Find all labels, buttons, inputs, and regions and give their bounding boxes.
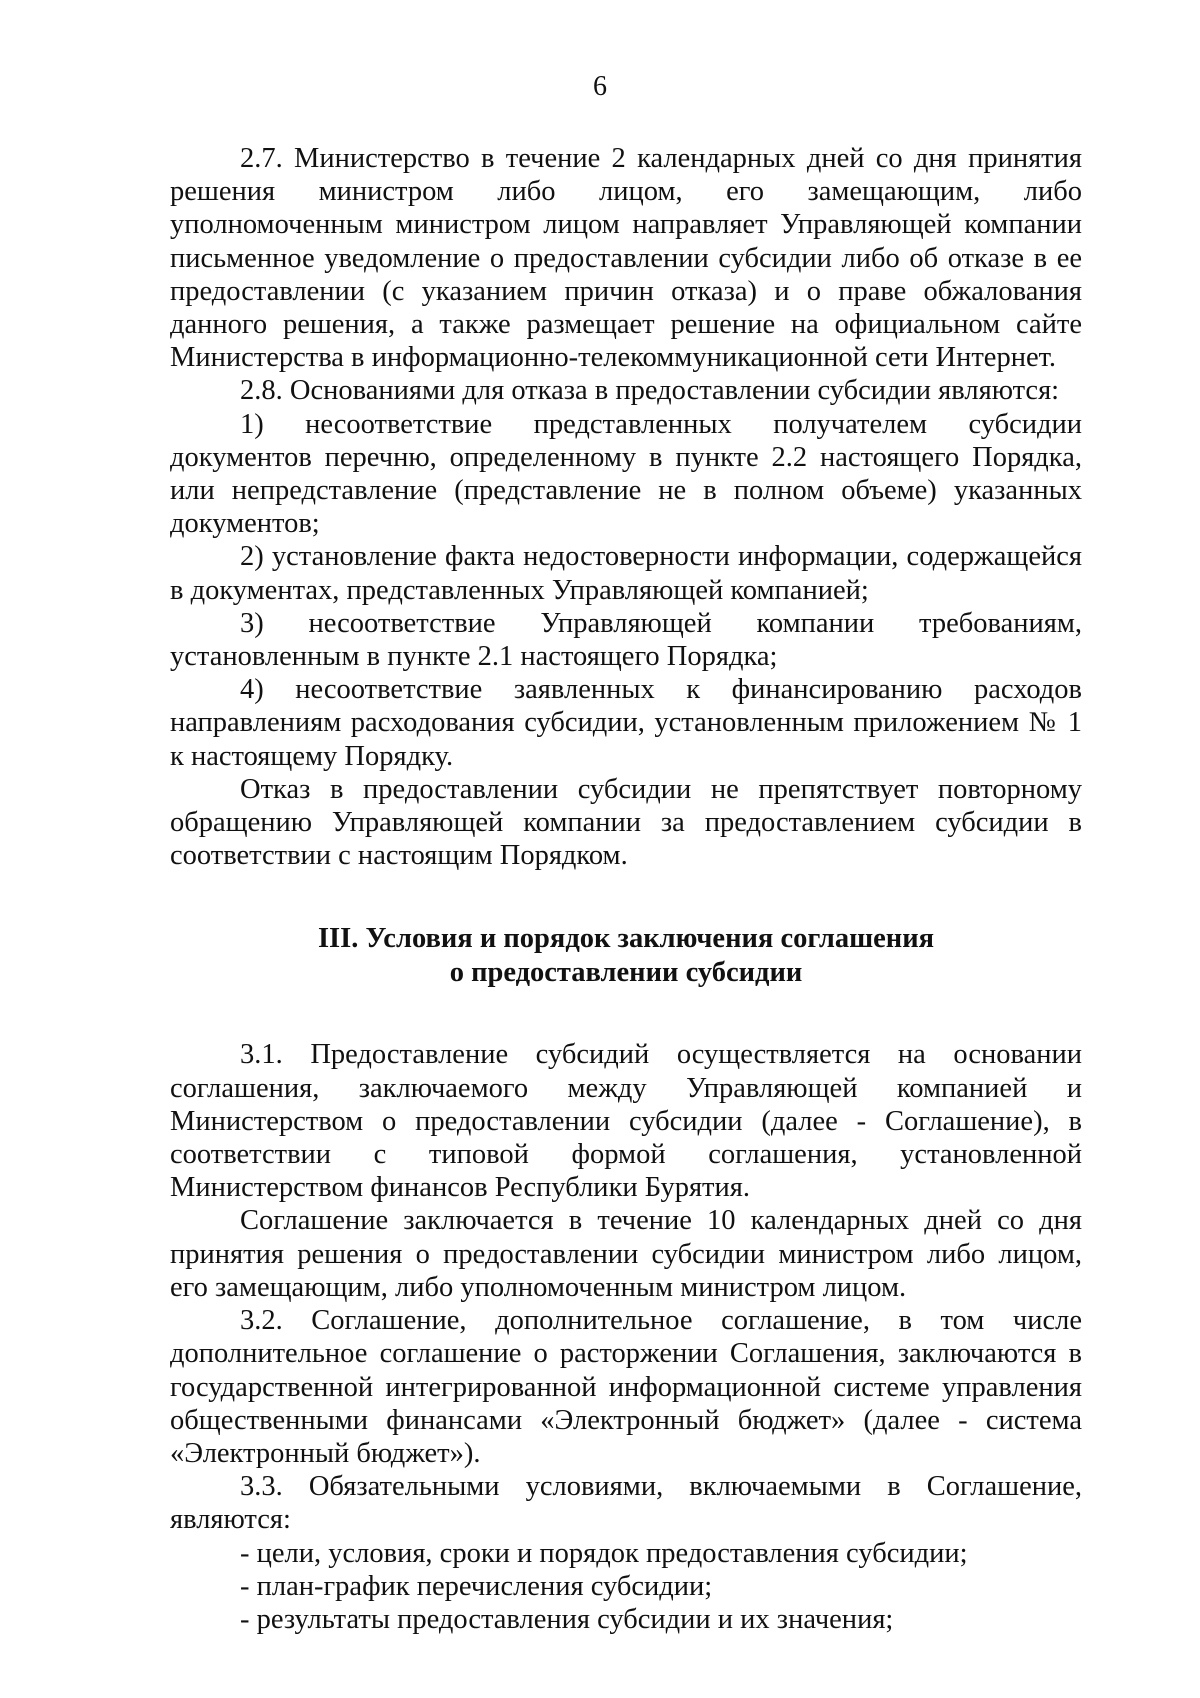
paragraph-2-7: 2.7. Министерство в течение 2 календарных дней со дня принятия решения министром либо лицом, его замещающим, либо уполномоченным министром лицом направляет Управляющей компании письменное уведомление о предоставлении субсидии либо об отказе в ее предоставлении (с указанием причин отказа) и о праве обжалования данного решения, а также размещает решение на официальном сайте Министерства в информационно-телекоммуникационной сети Интернет. [170, 143, 1082, 374]
refusal-ground-1: 1) несоответствие представленных получателем субсидии документов перечню, определенному в пункте 2.2 настоящего Порядка, или непредставление (представление не в полном объеме) указанных документов; [170, 408, 1082, 540]
section-3-heading [170, 922, 1082, 990]
paragraph-agreement-term: Соглашение заключается в течение 10 календарных дней со дня принятия решения о предоставлении субсидии министром либо лицом, его замещающим, либо уполномоченным министром лицом. [170, 1205, 1082, 1303]
paragraph-refusal: Отказ в предоставлении субсидии не препятствует повторному обращению Управляющей компании за предоставлением субсидии в соответствии с настоящим Порядком. [170, 773, 1082, 872]
paragraph-2-8: 2.8. Основаниями для отказа в предоставлении субсидии являются: [240, 375, 1060, 407]
section-3-heading-line-2: о предоставлении субсидии [449, 957, 803, 989]
condition-item: - цели, условия, сроки и порядок предоставления субсидии; [240, 1537, 968, 1569]
paragraph-3-3: 3.3. Обязательными условиями, включаемыми в Соглашение, являются: [170, 1471, 1082, 1536]
condition-item: - план-график перечисления субсидии; [240, 1570, 713, 1602]
refusal-ground-4: 4) несоответствие заявленных к финансированию расходов направлениям расходования субсидии, установленным приложением № 1 к настоящему Порядку. [170, 674, 1082, 772]
page-number: 6 [593, 71, 607, 102]
paragraph-3-1: 3.1. Предоставление субсидий осуществляется на основании соглашения, заключаемого между Управляющей компанией и Министерством о предоставлении субсидии (далее - Соглашение), в соответствии с типовой формой соглашения, установленной Министерством финансов Республики Бурятия. [170, 1039, 1082, 1204]
section-3-heading-line-1: III. Условия и порядок заключения соглашения [317, 923, 935, 955]
refusal-ground-2: 2) установление факта недостоверности информации, содержащейся в документах, представленных Управляющей компанией; [170, 541, 1082, 606]
condition-item: - результаты предоставления субсидии и их значения; [240, 1603, 894, 1635]
paragraph-3-2: 3.2. Соглашение, дополнительное соглашение, в том числе дополнительное соглашение о расторжении Соглашения, заключаются в государственной интегрированной информационной системе управления общественными финансами «Электронный бюджет» (далее - система «Электронный бюджет»). [170, 1305, 1082, 1469]
refusal-ground-3: 3) несоответствие Управляющей компании требованиям, установленным в пункте 2.1 настоящего Порядка; [170, 607, 1082, 673]
document-body [170, 142, 1082, 1636]
